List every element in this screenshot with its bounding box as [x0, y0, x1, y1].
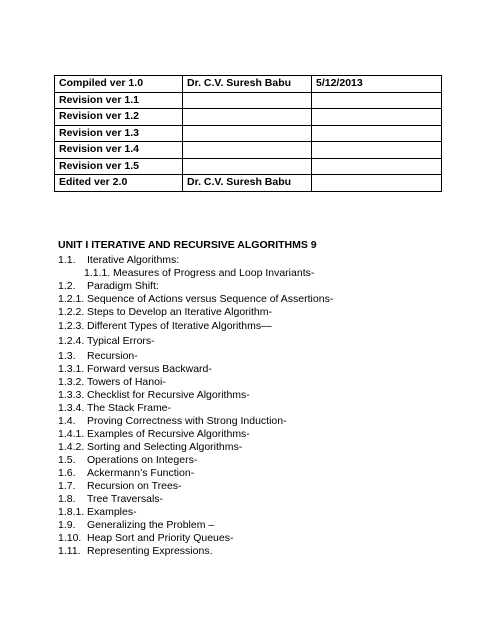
- toc-entry: [58, 506, 137, 519]
- revision-row: [55, 109, 442, 126]
- revision-cell: Dr. C.V. Suresh Babu: [183, 175, 312, 192]
- toc-entry-text: Examples-: [87, 506, 137, 518]
- revision-cell: [312, 175, 442, 192]
- revision-row: [55, 76, 442, 93]
- toc-entry-number: 1.3.: [58, 350, 76, 362]
- revision-cell: [183, 158, 312, 175]
- revision-cell: Revision ver 1.4: [55, 142, 183, 159]
- revision-cell: Edited ver 2.0: [55, 175, 183, 192]
- toc-entry: [58, 350, 138, 363]
- revision-cell: [312, 125, 442, 142]
- revision-row: [55, 158, 442, 175]
- revision-cell: Dr. C.V. Suresh Babu: [183, 76, 312, 93]
- toc-entry: [58, 493, 163, 506]
- revision-cell: Compiled ver 1.0: [55, 76, 183, 93]
- toc-entry-number: 1.2.3.: [58, 320, 85, 332]
- toc-entry: [58, 519, 214, 532]
- toc-entry-text: Typical Errors-: [87, 335, 155, 347]
- revision-cell: Revision ver 1.2: [55, 109, 183, 126]
- toc-entry-text: Steps to Develop an Iterative Algorithm-: [87, 306, 273, 318]
- revision-cell: Revision ver 1.3: [55, 125, 183, 142]
- toc-entry-number: 1.9.: [58, 519, 76, 531]
- toc-entry: [58, 389, 250, 402]
- toc-entry-number: 1.8.: [58, 493, 76, 505]
- toc-entry-text: Measures of Progress and Loop Invariants-: [113, 267, 315, 279]
- toc-entry: [58, 306, 272, 319]
- toc-entry-text: Examples of Recursive Algorithms-: [87, 428, 250, 440]
- toc-entry: [58, 441, 242, 454]
- revision-cell: [183, 109, 312, 126]
- toc-entry-number: 1.3.3.: [58, 389, 85, 401]
- revision-cell: [312, 92, 442, 109]
- toc-entry-number: 1.6.: [58, 467, 76, 479]
- toc-entry-text: Iterative Algorithms:: [87, 254, 180, 266]
- toc-entry-text: Heap Sort and Priority Queues-: [87, 532, 234, 544]
- toc-entry-text: Sorting and Selecting Algorithms-: [87, 441, 243, 453]
- toc-entry: [58, 280, 159, 293]
- toc-entry-text: Towers of Hanoi-: [87, 376, 166, 388]
- toc-entry-text: Generalizing the Problem –: [87, 519, 215, 531]
- toc-entry-text: Checklist for Recursive Algorithms-: [87, 389, 250, 401]
- toc-entry-number: 1.8.1.: [58, 506, 85, 518]
- toc-entry-text: Representing Expressions.: [87, 545, 213, 557]
- toc-entry-text: Recursion on Trees-: [87, 480, 182, 492]
- revision-row: [55, 175, 442, 192]
- toc-entry: [58, 335, 155, 348]
- toc-entry: [58, 415, 287, 428]
- toc-entry: [58, 320, 272, 333]
- toc-entry-text: Sequence of Actions versus Sequence of Assertions-: [87, 293, 334, 305]
- toc-entry-number: 1.4.: [58, 415, 76, 427]
- revision-cell: [312, 142, 442, 159]
- toc-entry-number: 1.1.1.: [84, 267, 111, 279]
- toc-entry: [58, 480, 182, 493]
- unit-title: UNIT I ITERATIVE AND RECURSIVE ALGORITHMS 9: [58, 239, 317, 251]
- revision-table: [54, 75, 442, 192]
- revision-cell: [183, 92, 312, 109]
- revision-row: [55, 92, 442, 109]
- toc-entry: [58, 363, 212, 376]
- toc-entry-text: Ackermann’s Function-: [87, 467, 195, 479]
- toc-entry: [58, 428, 250, 441]
- revision-cell: Revision ver 1.5: [55, 158, 183, 175]
- revision-row: [55, 125, 442, 142]
- toc-entry: [58, 454, 197, 467]
- toc-entry-text: Different Types of Iterative Algorithms—: [87, 320, 272, 332]
- toc-entry-text: The Stack Frame-: [87, 402, 172, 414]
- toc-entry-number: 1.1.: [58, 254, 76, 266]
- revision-cell: [312, 158, 442, 175]
- toc-entry: [84, 267, 314, 280]
- toc-entry-number: 1.4.2.: [58, 441, 85, 453]
- toc-entry-number: 1.7.: [58, 480, 76, 492]
- revision-cell: Revision ver 1.1: [55, 92, 183, 109]
- toc-entry-text: Paradigm Shift:: [87, 280, 159, 292]
- toc-entry-number: 1.3.2.: [58, 376, 85, 388]
- revision-cell: [183, 142, 312, 159]
- toc-entry-text: Forward versus Backward-: [87, 363, 212, 375]
- toc-entry: [58, 293, 333, 306]
- toc-entry-text: Recursion-: [87, 350, 138, 362]
- toc-entry: [58, 376, 166, 389]
- toc-entry-number: 1.2.1.: [58, 293, 85, 305]
- toc-entry: [58, 254, 179, 267]
- toc-entry-number: 1.2.: [58, 280, 76, 292]
- toc-entry: [58, 467, 194, 480]
- toc-entry-number: 1.4.1.: [58, 428, 85, 440]
- toc-entry: [58, 545, 212, 558]
- revision-cell: 5/12/2013: [312, 76, 442, 93]
- toc-entry: [58, 402, 171, 415]
- toc-entry: [58, 532, 234, 545]
- toc-entry-number: 1.2.4.: [58, 335, 85, 347]
- toc-entry-text: Proving Correctness with Strong Induction-: [87, 415, 287, 427]
- toc-entry-number: 1.3.4.: [58, 402, 85, 414]
- toc-entry-number: 1.11.: [58, 545, 81, 557]
- toc-entry-number: 1.3.1.: [58, 363, 85, 375]
- revision-cell: [312, 109, 442, 126]
- revision-row: [55, 142, 442, 159]
- toc-entry-number: 1.10.: [58, 532, 82, 544]
- toc-entry-text: Operations on Integers-: [87, 454, 198, 466]
- toc-entry-number: 1.2.2.: [58, 306, 85, 318]
- toc-entry-text: Tree Traversals-: [87, 493, 164, 505]
- revision-cell: [183, 125, 312, 142]
- toc-entry-number: 1.5.: [58, 454, 76, 466]
